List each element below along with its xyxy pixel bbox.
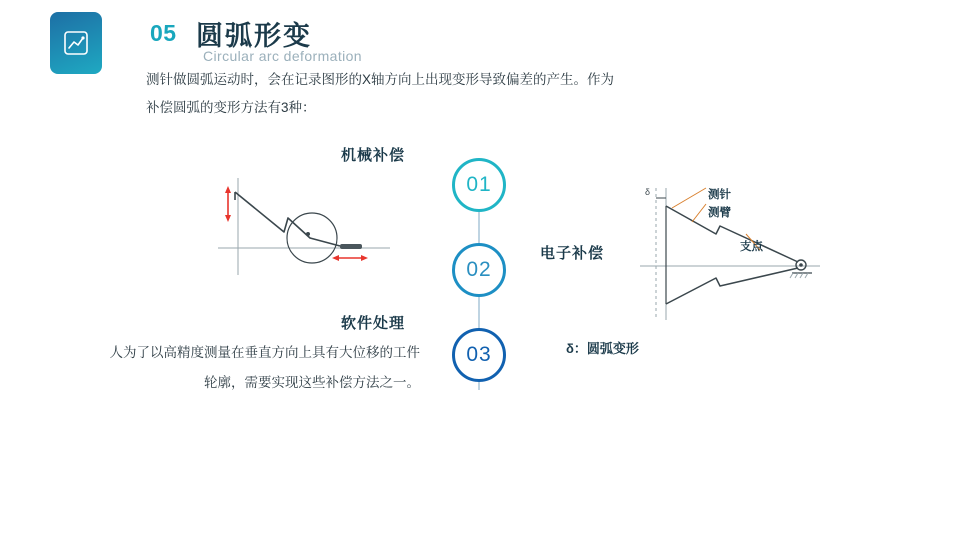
body-paragraph: 人为了以高精度测量在垂直方向上具有大位移的工件轮廓，需要实现这些补偿方法之一。 <box>109 345 420 390</box>
section-number: 05 <box>150 20 177 46</box>
diagram-caption: δ：圆弧变形 <box>566 341 639 356</box>
step-connector-2 <box>478 297 480 328</box>
page-subtitle: Circular arc deformation <box>203 48 362 64</box>
delta-symbol-top: δ <box>644 187 650 197</box>
step-label-electronic: 电子补偿 <box>540 245 605 262</box>
step-circle-01[interactable]: 01 <box>452 158 506 212</box>
step-label-software: 软件处理 <box>341 315 406 332</box>
step-circle-03[interactable]: 03 <box>452 328 506 382</box>
step-connector-3 <box>478 382 480 390</box>
page-title: 圆弧形变 <box>196 21 312 51</box>
chart-icon <box>63 30 89 56</box>
diagram-arc-deformation <box>620 170 850 345</box>
diagram-mechanical-compensation <box>180 160 410 285</box>
label-arm: 测臂 <box>708 207 731 219</box>
label-stylus: 测针 <box>708 189 731 201</box>
step-label-mechanical: 机械补偿 <box>341 147 406 164</box>
section-badge <box>50 12 102 74</box>
lead-paragraph: 测针做圆弧运动时，会在记录图形的X轴方向上出现变形导致偏差的产生。作为补偿圆弧的变形方法有3种： <box>146 72 615 115</box>
label-pivot: 支点 <box>740 241 763 253</box>
step-circle-02[interactable]: 02 <box>452 243 506 297</box>
step-connector-1 <box>478 212 480 243</box>
